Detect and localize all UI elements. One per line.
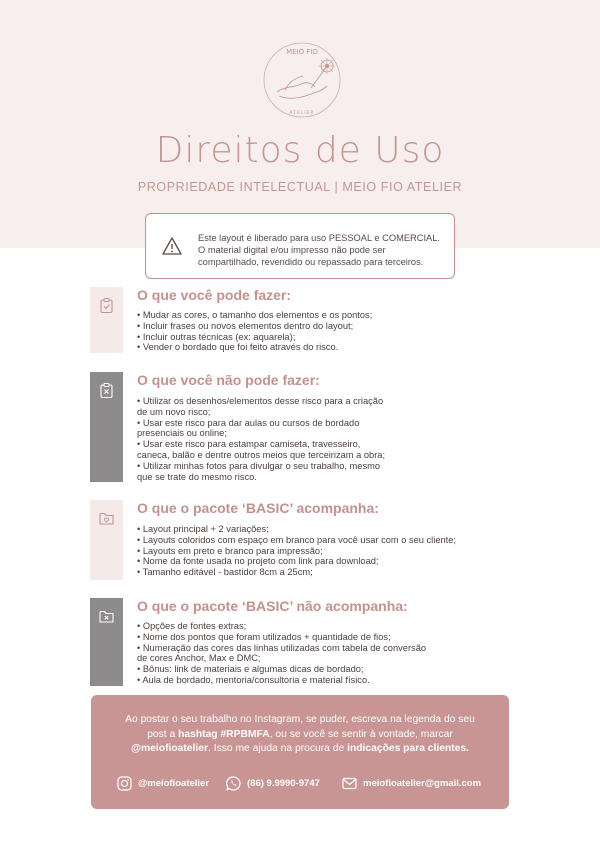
embroidery-hands-logo bbox=[255, 40, 350, 120]
whatsapp-icon bbox=[226, 776, 241, 791]
phone-number: (86) 9.9990-9747 bbox=[247, 777, 320, 789]
list-item: • Layout principal + 2 variações; bbox=[137, 524, 269, 534]
clipboard-check-icon bbox=[98, 297, 115, 314]
list-item: • Aula de bordado, mentoria/consultoria e material físico. bbox=[137, 674, 370, 685]
list-item: • Usar este risco para estampar camiseta, travesseiro, caneca, balão e dentre outros meios que terceirizam a obra; bbox=[137, 439, 386, 460]
notice-line: O material digital e/ou impresso não pode ser bbox=[198, 245, 386, 255]
contact-row bbox=[91, 774, 509, 792]
header-background bbox=[0, 0, 600, 248]
list-item: • Bônus: link de materiais e algumas dicas de bordado; bbox=[137, 664, 364, 675]
section-basic-includes bbox=[90, 500, 510, 580]
section-title: O que o pacote ‘BASIC’ não acompanha: bbox=[137, 598, 408, 614]
instagram-handle-inline: @meiofioatelier bbox=[131, 743, 208, 754]
svg-text:MEIO FIO: MEIO FIO bbox=[286, 48, 318, 56]
list-item: • Opções de fontes extras; bbox=[137, 621, 247, 631]
list-item: • Numeração das cores das linhas utilizadas com tabela de conversão de cores Anchor, Max e DMC; bbox=[137, 642, 427, 664]
notice-text bbox=[198, 232, 448, 268]
list-item: • Nome dos pontos que foram utilizados + quantidade de fios; bbox=[137, 631, 391, 642]
section-cannot-do bbox=[90, 372, 510, 482]
footer-highlight: indicações para clientes. bbox=[347, 743, 469, 754]
list-item: • Tamanho editável - bastidor 8cm a 25cm; bbox=[137, 567, 313, 578]
email-icon bbox=[342, 776, 357, 791]
footer-text-fragment: , ou se você se sentir à vontade, marcar bbox=[269, 728, 453, 740]
list-item: • Incluir frases ou novos elementos dentro do layout; bbox=[137, 320, 354, 331]
list-item: • Utilizar minhas fotos para divulgar o seu trabalho, mesmo que se trate do mesmo risco. bbox=[137, 460, 381, 482]
list-item: • Layouts em preto e branco para impressão; bbox=[137, 545, 323, 556]
svg-text:ATELIER: ATELIER bbox=[289, 111, 315, 116]
section-title: O que você não pode fazer: bbox=[137, 372, 320, 388]
section-side-tab bbox=[90, 287, 123, 353]
list-item: • Layouts coloridos com espaço em branco para você usar com o seu cliente; bbox=[137, 534, 456, 545]
section-title: O que você pode fazer: bbox=[137, 287, 292, 303]
footer-text-fragment: . Isso me ajuda na procura de bbox=[208, 743, 348, 754]
section-list bbox=[137, 621, 492, 686]
section-side-tab bbox=[90, 500, 123, 580]
instagram-icon bbox=[117, 776, 132, 791]
folder-heart-icon bbox=[98, 510, 115, 527]
list-item: • Incluir outras técnicas (ex: aquarela); bbox=[137, 331, 296, 342]
footer-message bbox=[103, 713, 497, 757]
section-basic-excludes bbox=[90, 598, 510, 686]
list-item: • Mudar as cores, o tamanho dos elementos e os pontos; bbox=[137, 310, 373, 320]
email-address: meiofioatelier@gmail.com bbox=[363, 777, 482, 789]
list-item: • Utilizar os desenhos/elementos desse risco para a criação de um novo risco; bbox=[137, 396, 384, 417]
clipboard-x-icon bbox=[98, 382, 115, 399]
list-item: • Usar este risco para dar aulas ou cursos de bordado presenciais ou online; bbox=[137, 417, 360, 439]
section-list bbox=[137, 524, 497, 578]
list-item: • Vender o bordado que foi feito através do risco. bbox=[137, 342, 339, 353]
section-side-tab bbox=[90, 598, 123, 686]
notice-line: compartilhado, revendido ou repassado para terceiros. bbox=[198, 257, 424, 267]
contact-email[interactable] bbox=[342, 774, 481, 792]
page-title: Direitos de Uso bbox=[155, 130, 445, 171]
list-item: • Nome da fonte usada no projeto com link para download; bbox=[137, 556, 379, 567]
section-list bbox=[137, 310, 492, 353]
contact-instagram[interactable] bbox=[117, 774, 209, 792]
usage-notice-box bbox=[145, 213, 455, 279]
instagram-handle: @meiofioatelier bbox=[138, 777, 210, 789]
section-side-tab bbox=[90, 372, 123, 482]
footer-text-fragment: post a bbox=[147, 728, 179, 740]
contact-phone[interactable] bbox=[226, 774, 320, 792]
footer-card bbox=[91, 695, 509, 809]
section-title: O que o pacote ‘BASIC’ acompanha: bbox=[137, 500, 379, 516]
page-subtitle: PROPRIEDADE INTELECTUAL | MEIO FIO ATELIER bbox=[137, 180, 463, 194]
warning-icon bbox=[162, 236, 182, 256]
section-list bbox=[137, 396, 492, 482]
hashtag: hashtag #RPBMFA bbox=[178, 728, 270, 740]
notice-line: Este layout é liberado para uso PESSOAL e COMERCIAL. bbox=[198, 233, 441, 243]
footer-line: Ao postar o seu trabalho no Instagram, se puder, escreva na legenda do seu bbox=[125, 714, 475, 725]
folder-x-icon bbox=[98, 608, 115, 625]
section-can-do bbox=[90, 287, 510, 353]
